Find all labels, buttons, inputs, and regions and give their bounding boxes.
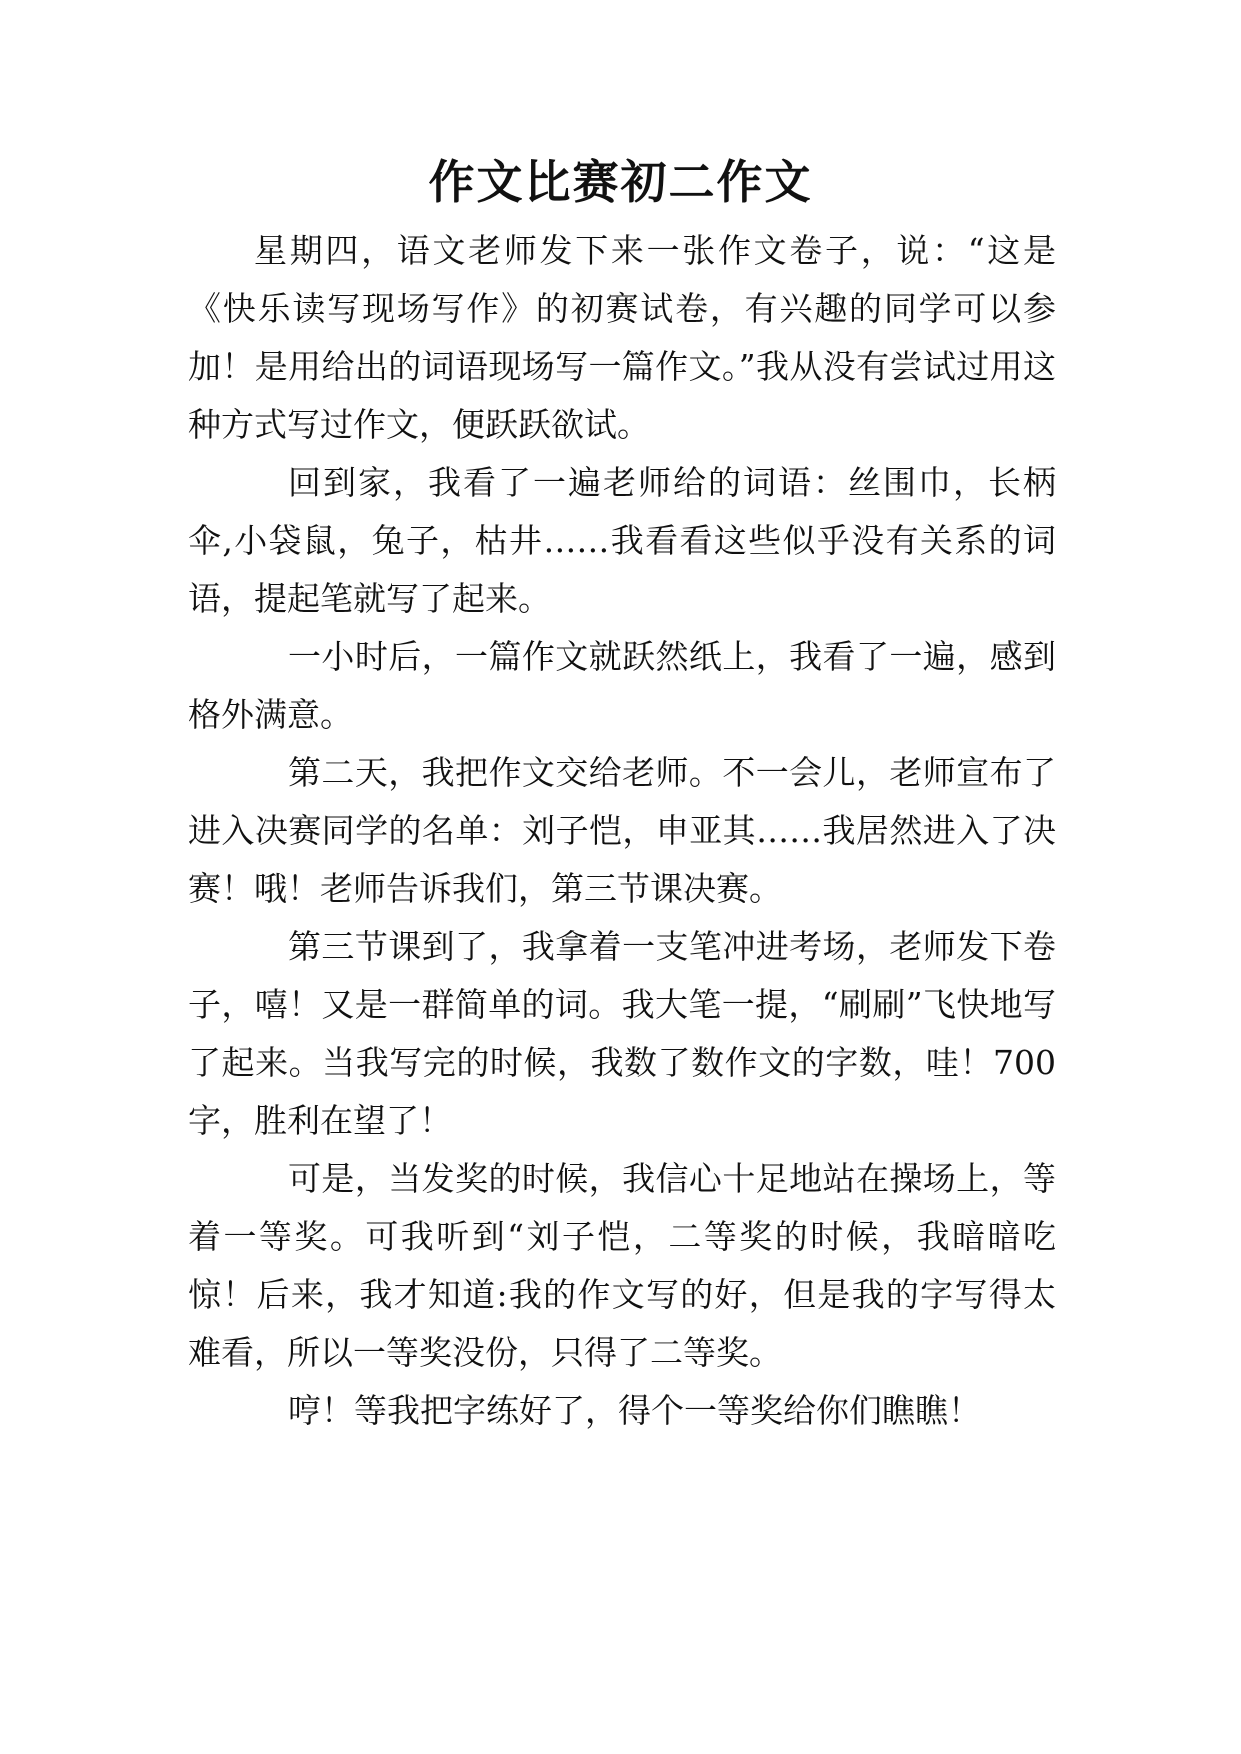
paragraph-7: 哼！等我把字练好了，得个一等奖给你们瞧瞧！ xyxy=(288,1391,981,1430)
document-title: 作文比赛初二作文 xyxy=(428,155,813,209)
paragraph-6: 可是，当发奖的时候，我信心十足地站在操场上，等着一等奖。可我听到“刘子恺，二等奖的时候，我暗暗吃惊！后来，我才知道:我的作文写的好，但是我的字写得太难看，所以一等奖没份，只得了二等奖。 xyxy=(188,1159,1056,1372)
paragraph-4: 第二天，我把作文交给老师。不一会儿，老师宣布了进入决赛同学的名单：刘子恺，申亚其……我居然进入了决赛！哦！老师告诉我们，第三节课决赛。 xyxy=(188,753,1056,908)
paragraph-5: 第三节课到了，我拿着一支笔冲进考场，老师发下卷子，嘻！又是一群简单的词。我大笔一提，“刷刷”飞快地写了起来。当我写完的时候，我数了数作文的字数，哇！700字，胜利在望了！ xyxy=(188,927,1056,1140)
document-body xyxy=(188,222,1056,1440)
paragraph-3: 一小时后，一篇作文就跃然纸上，我看了一遍，感到格外满意。 xyxy=(188,637,1056,734)
paragraph-1: 星期四，语文老师发下来一张作文卷子，说：“这是《快乐读写现场写作》的初赛试卷，有兴趣的同学可以参加！是用给出的词语现场写一篇作文。”我从没有尝试过用这种方式写过作文，便跃跃欲试。 xyxy=(188,231,1056,444)
paragraph-2: 回到家，我看了一遍老师给的词语：丝围巾，长柄伞,小袋鼠，兔子，枯井……我看看这些似乎没有关系的词语，提起笔就写了起来。 xyxy=(188,463,1056,618)
